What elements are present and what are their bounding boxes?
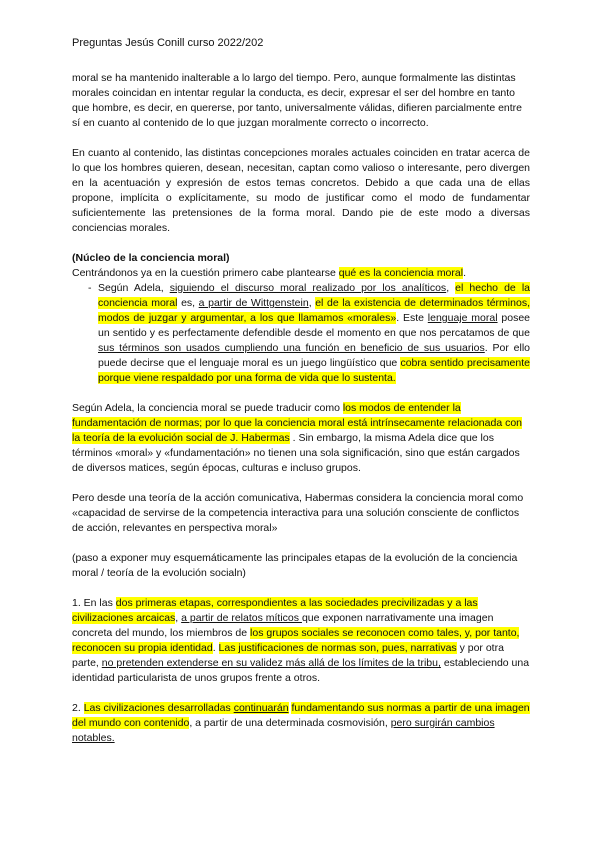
section-lead: Centrándonos ya en la cuestión primero cabe plantearse qué es la conciencia moral. (72, 267, 466, 279)
dash-bullet: - (88, 282, 92, 294)
adela-paragraph: Según Adela, la conciencia moral se puede traducir como los modos de entender la fundamentación de normas; por lo que la conciencia moral está intrínsecamente relacionada con la teoría de la evolución social de J. Habermas . Sin embargo, la misma Adela dice que los términos «moral» y «fundamentación» no tienen una sola significación, sino que están cargados de diversos matices, según épocas, culturas e incluso grupos. (72, 402, 523, 474)
habermas-paragraph: Pero desde una teoría de la acción comunicativa, Habermas considera la conciencia moral como «capacidad de servirse de la competencia interactiva para una solución consciente de conflictos de acción, relevantes en perspectiva moral» (72, 492, 524, 534)
intro-paragraph: moral se ha mantenido inalterable a lo largo del tiempo. Pero, aunque formalmente las distintas morales coincidan en intentar regular la conducta, es decir, expresar el ser del hombre en tanto que hombre, es decir, en quererse, por tanto, universalmente válidas, difieren parcialmente entre sí en cuanto al contenido de lo que juzgan moralmente correcto o incorrecto. (72, 72, 523, 129)
highlight: qué es la conciencia moral (338, 267, 464, 279)
list-item: - Según Adela, siguiendo el discurso moral realizado por los analíticos, el hecho de la conciencia moral es, a partir de Wittgenstein, el de la existencia de determinados términos, modos de juzgar y argumentar, a los que llamamos «morales». Este lenguaje moral posee un sentido y es perfectamente defendible desde el momento en que nos percatamos de que sus términos son usados cumpliendo una función en beneficio de sus usuarios. Por ello puede decirse que el lenguaje moral es un juego lingüístico que cobra sentido precisamente porque viene respaldado por una forma de vida que lo sustenta. (88, 282, 530, 384)
content-paragraph: En cuanto al contenido, las distintas concepciones morales actuales coinciden en tratar acerca de lo que los hombres quieren, desean, necesitan, captan como valioso o interesante, pero divergen en la acentuación y expresión de estos temas concretos. Debido a que cada una de ellas propone, implícita o explícitamente, su modo de justificar como el modo de fundamentar suficientemente las pretensiones de la forma moral. Dando pie de este modo a diversas conciencias morales. (72, 147, 530, 234)
document-body (72, 71, 530, 746)
stage-2-paragraph: 2. Las civilizaciones desarrolladas continuarán fundamentando sus normas a partir de una imagen del mundo con contenido, a partir de una determinada cosmovisión, pero surgirán cambios notables. (72, 702, 530, 744)
stage-1-paragraph: 1. En las dos primeras etapas, correspondientes a las sociedades precivilizadas y a las civilizaciones arcaicas, a partir de relatos míticos que exponen narrativamente una imagen concreta del mundo, los miembros de los grupos sociales se reconocen como tales, y, por tanto, reconocen su propia identidad. Las justificaciones de normas son, pues, narrativas y por otra parte, no pretenden extenderse en su validez más allá de los límites de la tribu, estableciendo una identidad particularista de unos grupos frente a otros. (72, 597, 530, 684)
page-header: Preguntas Jesús Conill curso 2022/202 (72, 37, 264, 49)
stages-note: (paso a exponer muy esquemáticamente las principales etapas de la evolución de la conciencia moral / teoría de la evolución socialn) (72, 552, 518, 579)
section-heading: (Núcleo de la conciencia moral) (72, 252, 230, 264)
bullet-list (72, 281, 530, 386)
